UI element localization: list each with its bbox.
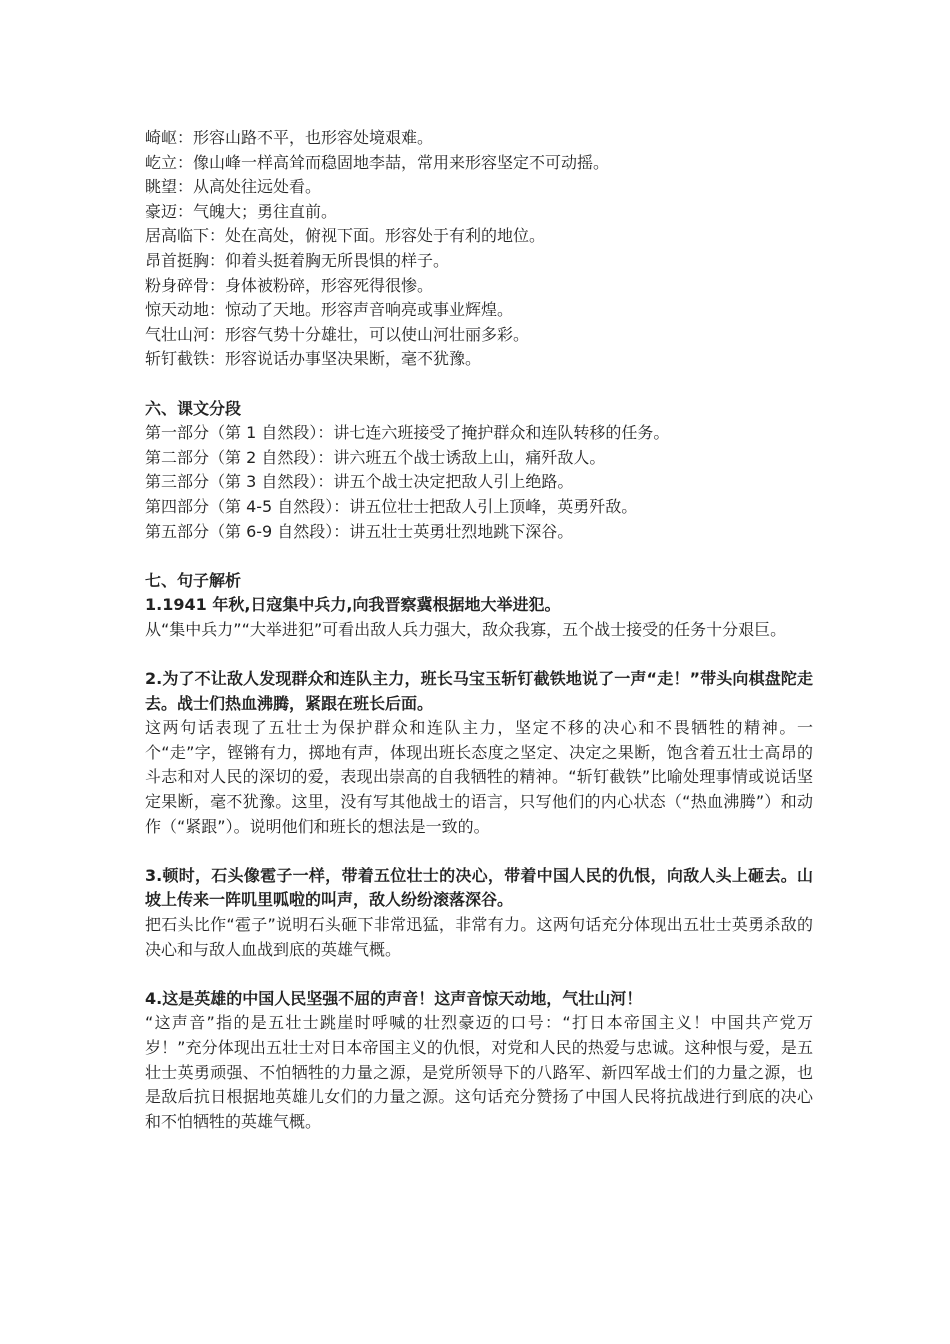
vocab-list [145, 126, 813, 372]
vocab-item: 粉身碎骨：身体被粉碎，形容死得很惨。 [145, 275, 434, 295]
division-item: 第五部分（第 6-9 自然段）：讲五壮士英勇壮烈地跳下深谷。 [145, 521, 574, 541]
spacer [145, 839, 813, 864]
vocab-item: 惊天动地：惊动了天地。形容声音响亮或事业辉煌。 [145, 300, 514, 320]
sentence-quote: 2.为了不让敌人发现群众和连队主力，班长马宝玉斩钉截铁地说了一声“走！”带头向棋盘陀走去。战士们热血沸腾，紧跟在班长后面。 [145, 669, 813, 713]
sentence-quote: 4.这是英雄的中国人民坚强不屈的声音！这声音惊天动地，气壮山河！ [145, 988, 643, 1008]
vocab-item: 斩钉截铁：形容说话办事坚决果断，毫不犹豫。 [145, 349, 482, 369]
division-item: 第三部分（第 3 自然段）：讲五个战士决定把敌人引上绝路。 [145, 472, 574, 492]
vocab-item: 气壮山河：形容气势十分雄壮，可以使山河壮丽多彩。 [145, 324, 530, 344]
section-heading: 六、课文分段 [145, 398, 242, 418]
sentence-analysis: 从“集中兵力”“大举进犯”可看出敌人兵力强大，敌众我寡，五个战士接受的任务十分艰巨。 [145, 619, 787, 639]
spacer [145, 962, 813, 987]
section-heading: 七、句子解析 [145, 570, 242, 590]
section-paragraph-division [145, 397, 813, 545]
spacer [145, 372, 813, 397]
vocab-item: 居高临下：处在高处，俯视下面。形容处于有利的地位。 [145, 226, 546, 246]
spacer [145, 642, 813, 667]
vocab-item: 昂首挺胸：仰着头挺着胸无所畏惧的样子。 [145, 250, 450, 270]
vocab-item: 眺望：从高处往远处看。 [145, 177, 322, 197]
division-item: 第二部分（第 2 自然段）：讲六班五个战士诱敌上山，痛歼敌人。 [145, 447, 606, 467]
spacer [145, 544, 813, 569]
sentence-analysis: 把石头比作“雹子”说明石头砸下非常迅猛，非常有力。这两句话充分体现出五壮士英勇杀敌的决心和与敌人血战到底的英雄气概。 [145, 915, 813, 959]
sentence-quote: 3.顿时，石头像雹子一样，带着五位壮士的决心，带着中国人民的仇恨，向敌人头上砸去。山坡上传来一阵叽里呱啦的叫声，敌人纷纷滚落深谷。 [145, 865, 813, 910]
document-page [145, 126, 813, 1134]
sentence-quote: 1.1941 年秋,日寇集中兵力,向我晋察冀根据地大举进犯。 [145, 595, 561, 615]
vocab-item: 屹立：像山峰一样高耸而稳固地李喆，常用来形容坚定不可动摇。 [145, 152, 610, 172]
vocab-item: 崎岖：形容山路不平，也形容处境艰难。 [145, 128, 434, 147]
division-item: 第一部分（第 1 自然段）：讲七连六班接受了掩护群众和连队转移的任务。 [145, 423, 670, 443]
sentence-analysis: “这声音”指的是五壮士跳崖时呼喊的壮烈豪迈的口号：“打日本帝国主义！中国共产党万岁！”充分体现出五壮士对日本帝国主义的仇恨，对党和人民的热爱与忠诚。这种恨与爱，是五壮士英勇顽强、不怕牺牲的力量之源，是党所领导下的八路军、新四军战士们的力量之源，也是敌后抗日根据地英雄儿女们的力量之源。这句话充分赞扬了中国人民将抗战进行到底的决心和不怕牺牲的英雄气概。 [145, 1013, 813, 1131]
sentence-analysis: 这两句话表现了五壮士为保护群众和连队主力，坚定不移的决心和不畏牺牲的精神。一个“走”字，铿锵有力，掷地有声，体现出班长态度之坚定、决定之果断，饱含着五壮士高昂的斗志和对人民的深切的爱，表现出崇高的自我牺牲的精神。“斩钉截铁”比喻处理事情或说话坚定果断，毫不犹豫。这里，没有写其他战士的语言，只写他们的内心状态（“热血沸腾”）和动作（“紧跟”）。说明他们和班长的想法是一致的。 [145, 718, 813, 836]
section-sentence-analysis [145, 569, 813, 1135]
division-item: 第四部分（第 4-5 自然段）：讲五位壮士把敌人引上顶峰，英勇歼敌。 [145, 496, 638, 516]
vocab-item: 豪迈：气魄大；勇往直前。 [145, 201, 338, 221]
